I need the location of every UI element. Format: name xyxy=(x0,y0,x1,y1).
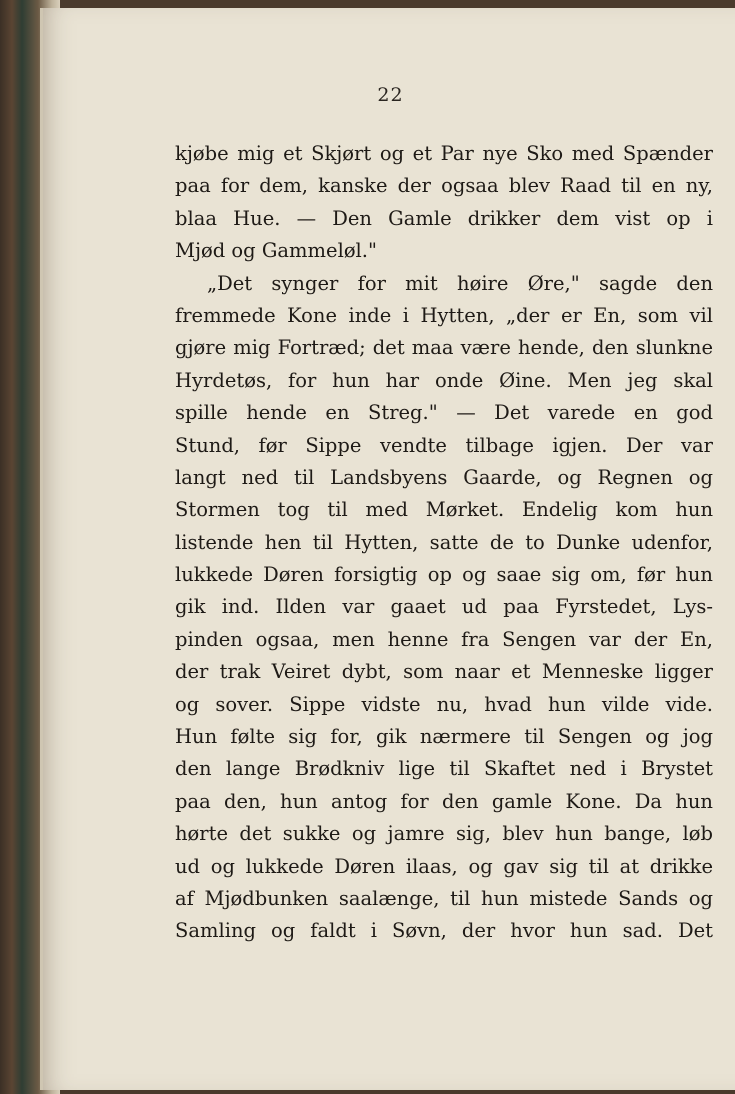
text-line: kjøbe mig et Skjørt og et Par nye Sko med Spænder xyxy=(175,142,713,165)
page-number: 22 xyxy=(377,84,404,106)
text-line: ud og lukkede Døren ilaas, og gav sig til at drikke xyxy=(175,854,713,878)
text-line: fremmede Kone inde i Hytten, „der er En, som vil xyxy=(175,303,713,327)
text-line: hørte det sukke og jamre sig, blev hun bange, løb xyxy=(175,822,713,846)
text-line: Hun følte sig for, gik nærmere til Sengen og jog xyxy=(175,725,713,749)
text-line: der trak Veiret dybt, som naar et Menneske ligger xyxy=(175,660,713,684)
text-line: spille hende en Streg." — Det varede en god xyxy=(175,401,713,425)
text-line: blaa Hue. — Den Gamle drikker dem vist op i xyxy=(175,206,713,230)
text-line: Stormen tog til med Mørket. Endelig kom hun xyxy=(175,498,713,522)
text-line: Samling og faldt i Søvn, der hvor hun sad. Det xyxy=(175,919,713,943)
text-line: Hyrdetøs, for hun har onde Øine. Men jeg skal xyxy=(175,368,713,392)
text-line: Mjød og Gammeløl." xyxy=(175,239,377,263)
body-text xyxy=(175,138,713,948)
text-line: gik ind. Ilden var gaaet ud paa Fyrstedet, Lys- xyxy=(175,595,713,619)
text-line: og sover. Sippe vidste nu, hvad hun vilde vide. xyxy=(175,692,713,716)
text-line: den lange Brødkniv lige til Skaftet ned i Brystet xyxy=(175,757,713,781)
text-line: Stund, før Sippe vendte tilbage igjen. Der var xyxy=(175,433,713,457)
text-line: gjøre mig Fortræd; det maa være hende, den slunkne xyxy=(175,336,713,360)
text-line: pinden ogsaa, men henne fra Sengen var der En, xyxy=(175,627,713,651)
text-line: „Det synger for mit høire Øre," sagde den xyxy=(207,271,713,295)
text-line: af Mjødbunken saalænge, til hun mistede Sands og xyxy=(175,886,713,910)
text-line: paa den, hun antog for den gamle Kone. Da hun xyxy=(175,789,713,813)
text-line: listende hen til Hytten, satte de to Dunke udenfor, xyxy=(175,530,713,554)
text-line: langt ned til Landsbyens Gaarde, og Regnen og xyxy=(175,465,713,489)
text-line: lukkede Døren forsigtig op og saae sig om, før hun xyxy=(175,563,713,587)
text-line: paa for dem, kanske der ogsaa blev Raad til en ny, xyxy=(175,174,713,198)
book-page xyxy=(40,8,735,1090)
